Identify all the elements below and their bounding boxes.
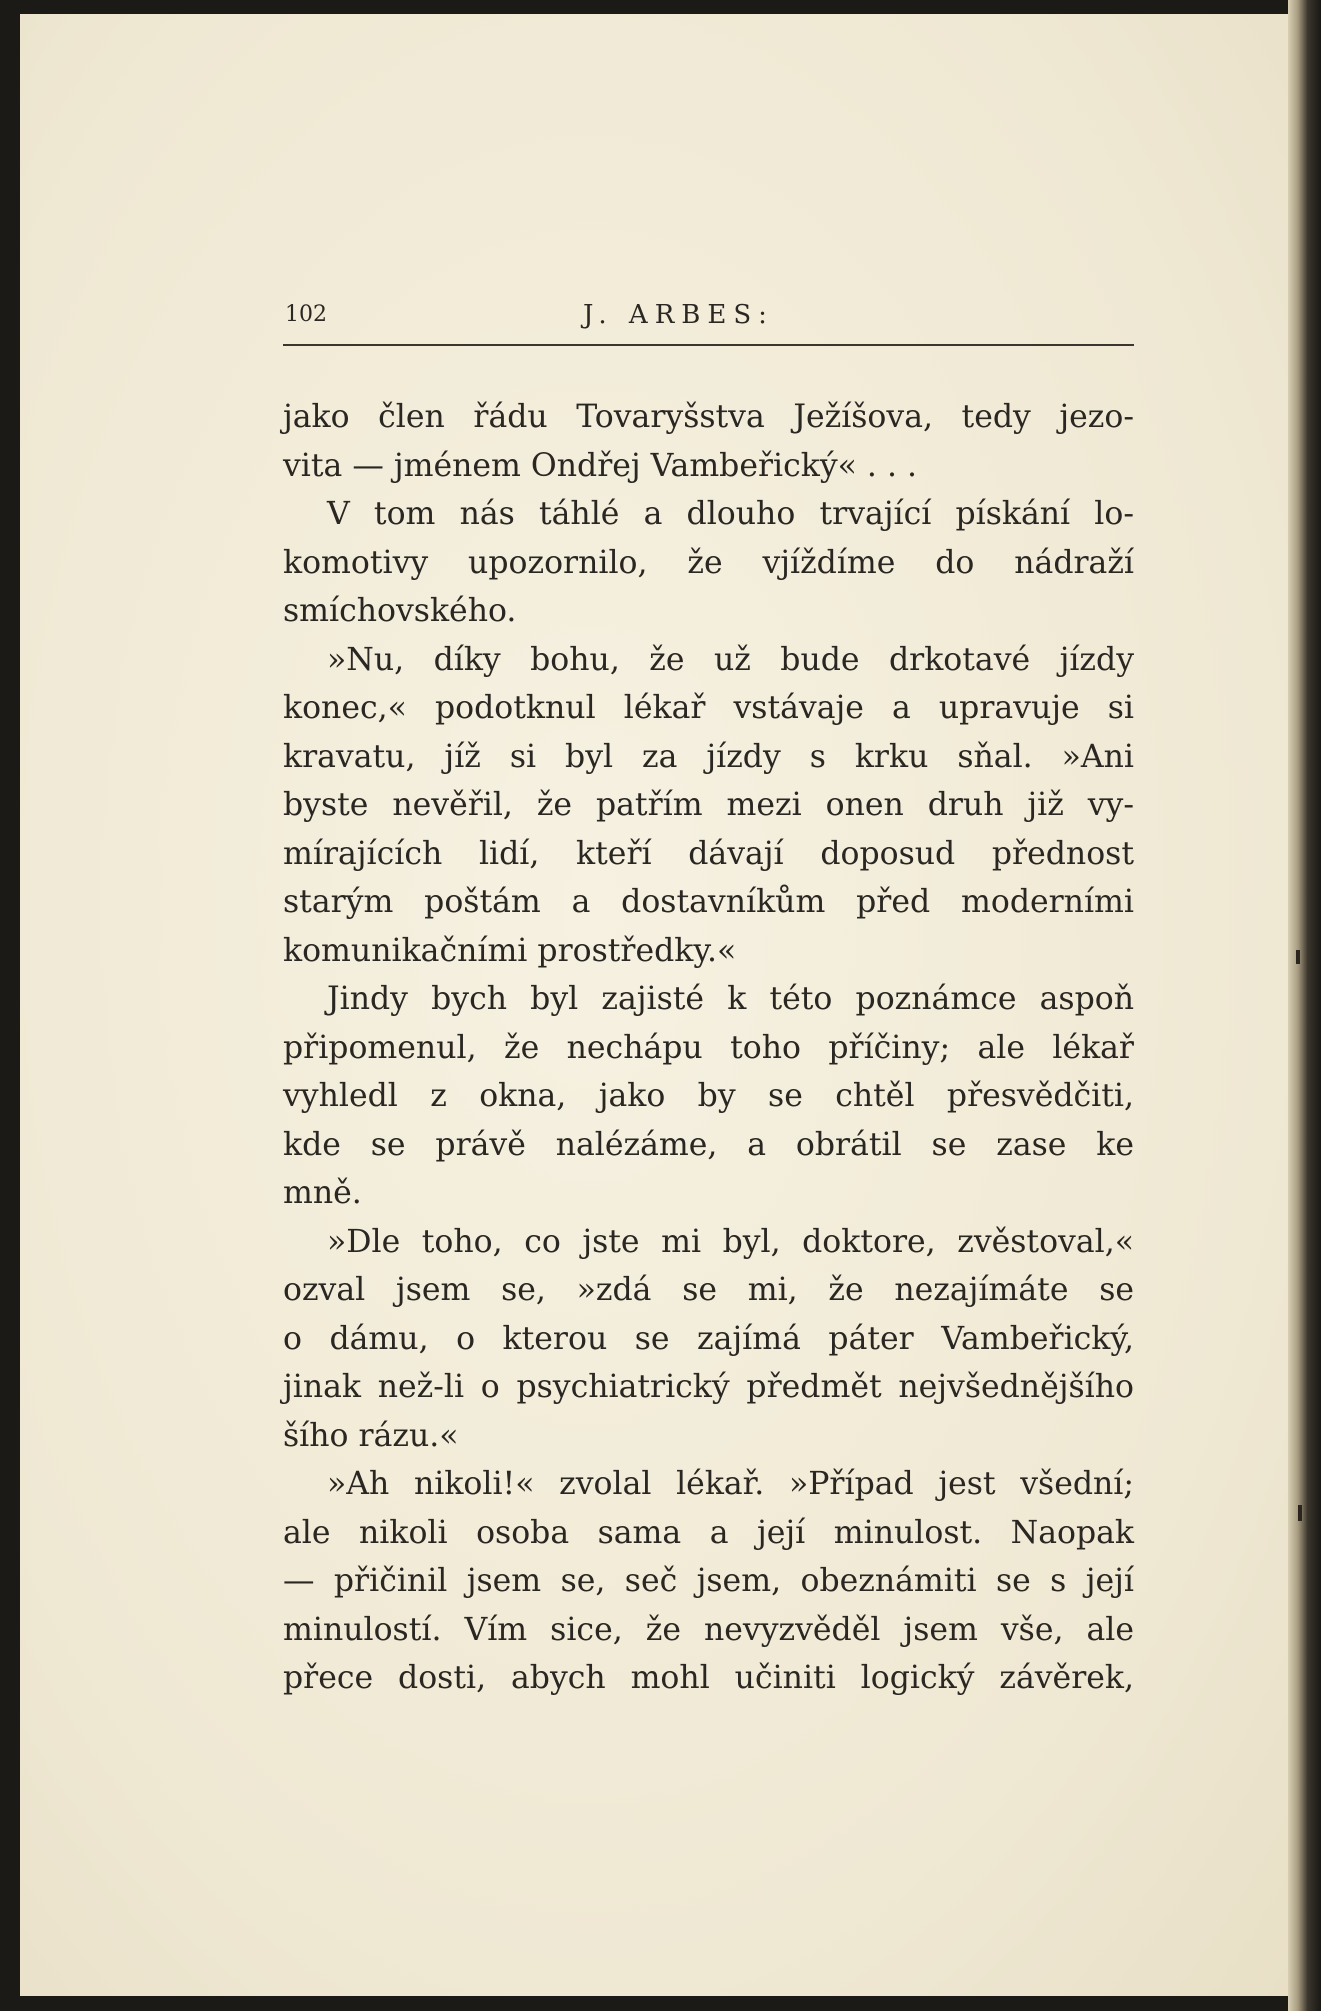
- text-line: smíchovského.: [283, 593, 517, 629]
- text-line: »Nu, díky bohu, že už bude drkotavé jízdy: [327, 641, 1134, 678]
- book-spine: [1288, 0, 1321, 2011]
- text-line: šího rázu.«: [283, 1417, 459, 1454]
- text-line: byste nevěřil, že patřím mezi onen druh již vy-: [283, 787, 1134, 823]
- text-line: vyhledl z okna, jako by se chtěl přesvědčiti,: [283, 1078, 1134, 1114]
- text-line: »Dle toho, co jste mi byl, doktore, zvěstoval,«: [327, 1223, 1134, 1260]
- text-line: jako člen řádu Tovaryšstva Ježíšova, tedy jezo-: [283, 399, 1134, 435]
- page-header: [283, 302, 1134, 346]
- text-line: jinak než-li o psychiatrický předmět nejvšednějšího: [283, 1369, 1134, 1405]
- text-line: ozval jsem se, »zdá se mi, že nezajímáte se: [283, 1272, 1134, 1308]
- text-line: komunikačními prostředky.«: [283, 932, 737, 969]
- text-line: mně.: [283, 1175, 362, 1211]
- text-line: o dámu, o kterou se zajímá páter Vambeřický,: [283, 1320, 1134, 1357]
- text-line: Jindy bych byl zajisté k této poznámce aspoň: [327, 981, 1134, 1017]
- text-line: mírajících lidí, kteří dávají doposud přednost: [283, 835, 1134, 872]
- text-line: kde se právě nalézáme, a obrátil se zase ke: [283, 1126, 1134, 1163]
- text-line: minulostí. Vím sice, že nevyzvěděl jsem vše, ale: [283, 1611, 1134, 1648]
- text-line: V tom nás táhlé a dlouho trvající pískání lo-: [327, 496, 1134, 532]
- spine-mark: [1296, 950, 1300, 964]
- text-line: starým poštám a dostavníkům před moderními: [283, 884, 1134, 920]
- text-line: kravatu, jíž si byl za jízdy s krku sňal. »Ani: [283, 738, 1134, 775]
- text-line: přece dosti, abych mohl učiniti logický závěrek,: [283, 1660, 1134, 1696]
- text-line: připomenul, že nechápu toho příčiny; ale lékař: [283, 1029, 1134, 1066]
- text-line: konec,« podotknul lékař vstávaje a upravuje si: [283, 690, 1134, 726]
- text-line: komotivy upozornilo, že vjíždíme do nádraží: [283, 544, 1134, 581]
- text-line: »Ah nikoli!« zvolal lékař. »Případ jest všední;: [327, 1466, 1134, 1502]
- page-number: 102: [285, 302, 327, 327]
- body-text: [283, 393, 1134, 1703]
- text-line: ale nikoli osoba sama a její minulost. Naopak: [283, 1514, 1134, 1551]
- spine-mark: [1298, 1505, 1302, 1521]
- text-line: vita — jménem Ondřej Vambeřický« . . .: [283, 447, 917, 484]
- running-head: J. ARBES:: [583, 300, 774, 330]
- text-line: — přičinil jsem se, seč jsem, obeznámiti se s její: [283, 1563, 1134, 1599]
